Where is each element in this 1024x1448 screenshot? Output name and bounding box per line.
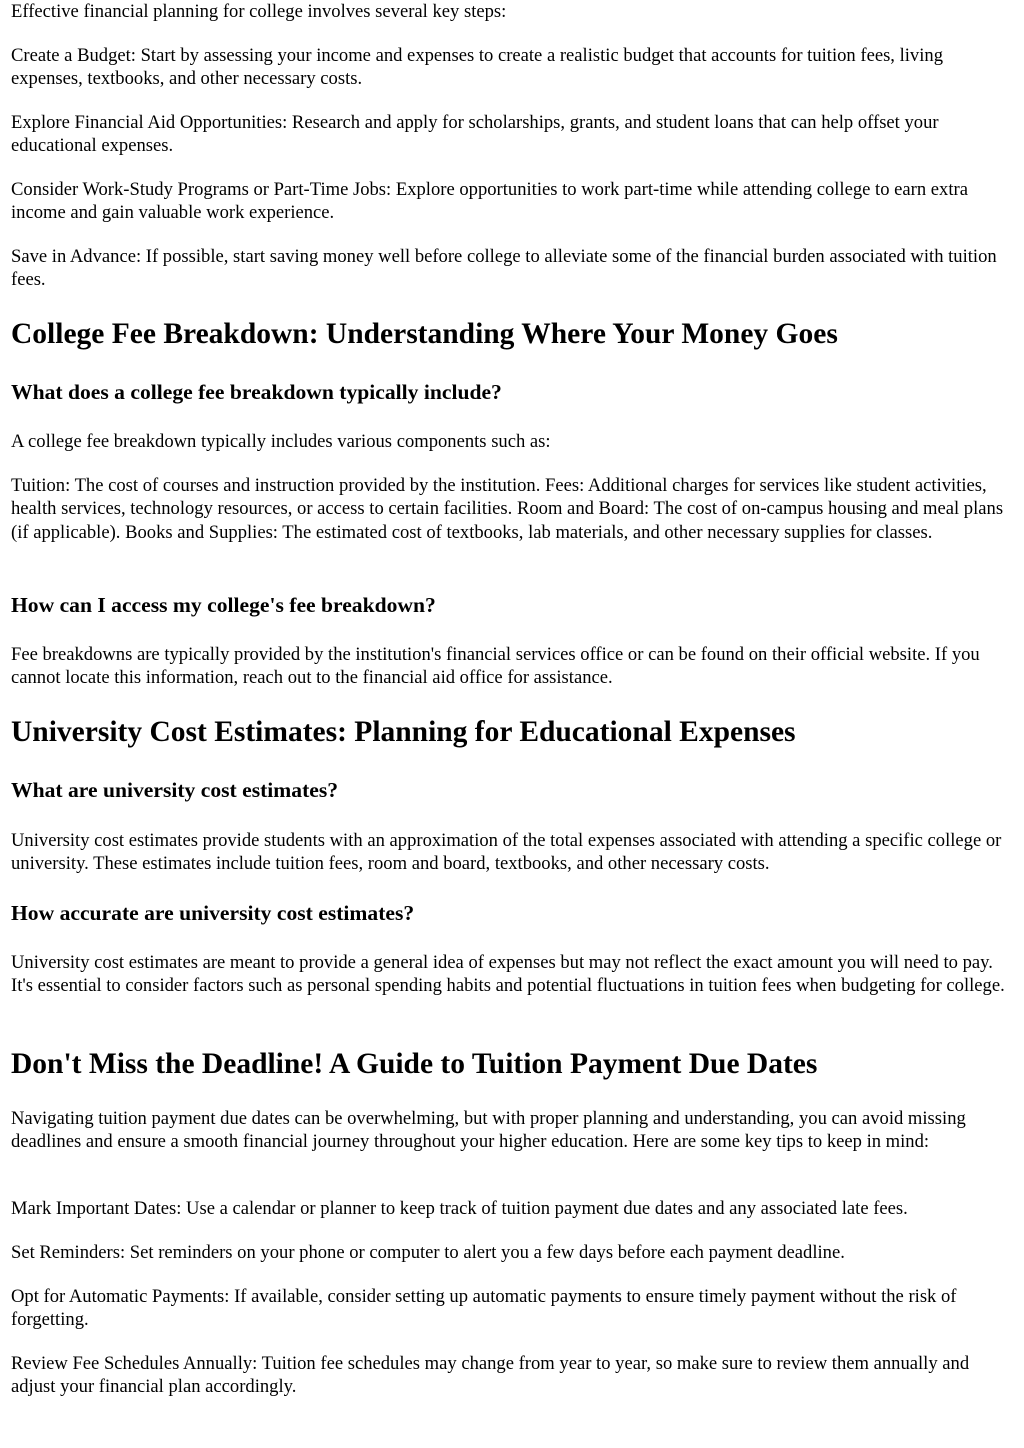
intro-step-budget: Create a Budget: Start by assessing your income and expenses to create a realistic budget that accounts for tuition fees, living expenses, textbooks, and other necessary costs. (11, 45, 943, 90)
deadlines-tip-automatic-payments: Opt for Automatic Payments: If available, consider setting up automatic payments to ensure timely payment without the risk of forgetting. (11, 1286, 957, 1331)
cost-estimates-heading: University Cost Estimates: Planning for Educational Expenses (11, 716, 796, 748)
fee-breakdown-answer-1-lead: A college fee breakdown typically includes various components such as: (11, 431, 551, 452)
fee-breakdown-question-1: What does a college fee breakdown typically include? (11, 380, 502, 404)
cost-estimates-answer-1: University cost estimates provide students with an approximation of the total expenses associated with attending a specific college or university. These estimates include tuition fees, room and board, textbooks, and other necessary costs. (11, 830, 1002, 875)
intro-step-work-study: Consider Work-Study Programs or Part-Time Jobs: Explore opportunities to work part-time while attending college to earn extra income and gain valuable work experience. (11, 179, 968, 224)
intro-step-financial-aid: Explore Financial Aid Opportunities: Research and apply for scholarships, grants, and student loans that can help offset your educational expenses. (11, 112, 939, 157)
deadlines-intro: Navigating tuition payment due dates can be overwhelming, but with proper planning and understanding, you can avoid missing deadlines and ensure a smooth financial journey throughout your higher education. Here are some key tips to keep in mind: (11, 1108, 966, 1153)
cost-estimates-answer-2: University cost estimates are meant to provide a general idea of expenses but may not reflect the exact amount you will need to pay. It's essential to consider factors such as personal spending habits and potential fluctuations in tuition fees when budgeting for college. (11, 952, 1005, 997)
cost-estimates-question-2: How accurate are university cost estimates? (11, 901, 415, 925)
deadlines-heading: Don't Miss the Deadline! A Guide to Tuition Payment Due Dates (11, 1048, 818, 1080)
fee-breakdown-heading: College Fee Breakdown: Understanding Where Your Money Goes (11, 318, 838, 350)
fee-breakdown-answer-2: Fee breakdowns are typically provided by the institution's financial services office or can be found on their official website. If you cannot locate this information, reach out to the financial aid office for assistance. (11, 644, 980, 689)
deadlines-tip-mark-dates: Mark Important Dates: Use a calendar or planner to keep track of tuition payment due dates and any associated late fees. (11, 1198, 908, 1219)
fee-breakdown-answer-1-body: Tuition: The cost of courses and instruction provided by the institution. Fees: Additional charges for services like student activities, health services, technology resources, or access to certain facilities. Room and Board: The cost of on-campus housing and meal plans (if applicable). Books and Supplies: The estimated cost of textbooks, lab materials, and other necessary supplies for classes. (11, 475, 1004, 543)
intro-lead: Effective financial planning for college involves several key steps: (11, 1, 507, 22)
cost-estimates-question-1: What are university cost estimates? (11, 778, 339, 802)
intro-step-save: Save in Advance: If possible, start saving money well before college to alleviate some of the financial burden associated with tuition fees. (11, 246, 997, 291)
deadlines-tip-review-schedules: Review Fee Schedules Annually: Tuition fee schedules may change from year to year, so make sure to review them annually and adjust your financial plan accordingly. (11, 1353, 970, 1398)
fee-breakdown-question-2: How can I access my college's fee breakdown? (11, 593, 436, 617)
deadlines-tip-reminders: Set Reminders: Set reminders on your phone or computer to alert you a few days before each payment deadline. (11, 1242, 845, 1263)
